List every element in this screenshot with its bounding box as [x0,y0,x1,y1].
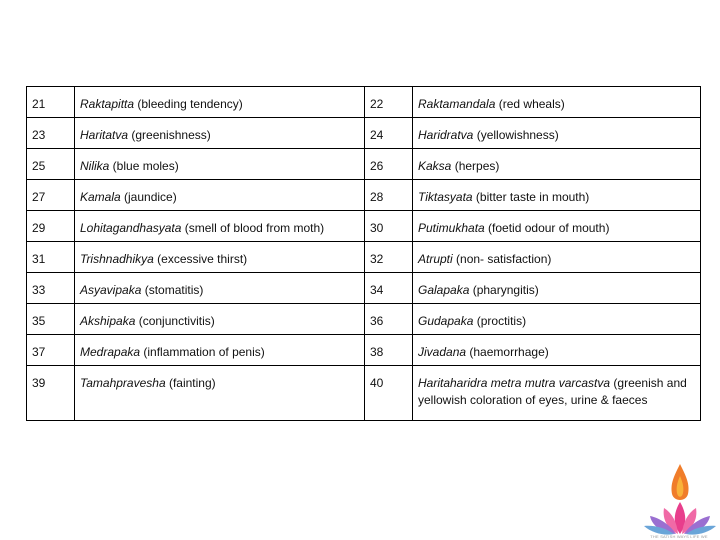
item-number: 21 [27,87,75,118]
item-number: 24 [365,118,413,149]
symptom-table [26,86,701,421]
english-description: (inflammation of penis) [140,345,265,359]
english-description: (haemorrhage) [466,345,549,359]
english-description: (foetid odour of mouth) [484,221,610,235]
item-number: 33 [27,273,75,304]
english-description: (bitter taste in mouth) [472,190,590,204]
english-description: (jaundice) [120,190,177,204]
item-number: 32 [365,242,413,273]
sanskrit-term: Atrupti [418,252,453,266]
sanskrit-term: Raktapitta [80,97,135,111]
item-number: 28 [365,180,413,211]
english-description: (yellowishness) [473,128,559,142]
table-row [27,366,701,421]
sanskrit-term: Haritaharidra metra mutra varcastva [418,376,611,390]
sanskrit-term: Raktamandala [418,97,496,111]
sanskrit-term: Gudapaka [418,314,474,328]
sanskrit-term: Haritatva [80,128,129,142]
english-description: (proctitis) [473,314,527,328]
symptom-cell [75,366,365,421]
english-description: (conjunctivitis) [135,314,215,328]
item-number: 36 [365,304,413,335]
symptom-cell [75,242,365,273]
table-row [27,211,701,242]
item-number: 25 [27,149,75,180]
sanskrit-term: Medrapaka [80,345,141,359]
english-description: (pharyngitis) [469,283,539,297]
sanskrit-term: Kamala [80,190,121,204]
sanskrit-term: Akshipaka [80,314,136,328]
item-number: 40 [365,366,413,421]
sanskrit-term: Kaksa [418,159,452,173]
table-row [27,149,701,180]
item-number: 27 [27,180,75,211]
sanskrit-term: Tamahpravesha [80,376,166,390]
lamp-lotus-logo-icon [640,462,720,540]
symptom-cell [413,180,701,211]
english-description: (red wheals) [495,97,565,111]
item-number: 23 [27,118,75,149]
sanskrit-term: Putimukhata [418,221,485,235]
item-number: 34 [365,273,413,304]
item-number: 31 [27,242,75,273]
item-number: 35 [27,304,75,335]
sanskrit-term: Lohitagandhasyata [80,221,182,235]
symptom-cell [75,304,365,335]
sanskrit-term: Tiktasyata [418,190,473,204]
table-body [27,87,701,421]
symptom-cell [413,304,701,335]
english-description: (bleeding tendency) [134,97,243,111]
symptom-cell [75,211,365,242]
english-description: (greenishness) [128,128,211,142]
english-description: (blue moles) [109,159,179,173]
item-number: 39 [27,366,75,421]
sanskrit-term: Trishnadhikya [80,252,154,266]
english-description: (smell of blood from moth) [181,221,325,235]
sanskrit-term: Galapaka [418,283,470,297]
symptom-cell [75,149,365,180]
item-number: 38 [365,335,413,366]
symptom-cell [413,335,701,366]
item-number: 30 [365,211,413,242]
item-number: 37 [27,335,75,366]
symptom-cell [413,366,701,421]
table-row [27,180,701,211]
english-description: (herpes) [451,159,500,173]
sanskrit-term: Jivadana [418,345,467,359]
symptom-cell [413,211,701,242]
symptom-cell [413,149,701,180]
english-description: (non- satisfaction) [452,252,552,266]
symptom-cell [75,335,365,366]
logo-caption: THE SATISH WAYS LIFE WE [650,534,708,539]
table-row [27,273,701,304]
item-number: 29 [27,211,75,242]
item-number: 22 [365,87,413,118]
sanskrit-term: Nilika [80,159,110,173]
symptom-cell [75,118,365,149]
english-description: (greenish and yellowish coloration of eyes, urine & faeces [418,376,687,407]
table-row [27,242,701,273]
symptom-cell [413,118,701,149]
symptom-cell [413,242,701,273]
symptom-cell [75,273,365,304]
item-number: 26 [365,149,413,180]
table-row [27,118,701,149]
table-row [27,87,701,118]
table-row [27,304,701,335]
english-description: (fainting) [165,376,216,390]
symptom-cell [413,87,701,118]
table-row [27,335,701,366]
english-description: (stomatitis) [141,283,204,297]
sanskrit-term: Haridratva [418,128,474,142]
symptom-cell [75,87,365,118]
symptom-cell [413,273,701,304]
sanskrit-term: Asyavipaka [80,283,142,297]
english-description: (excessive thirst) [153,252,248,266]
symptom-cell [75,180,365,211]
